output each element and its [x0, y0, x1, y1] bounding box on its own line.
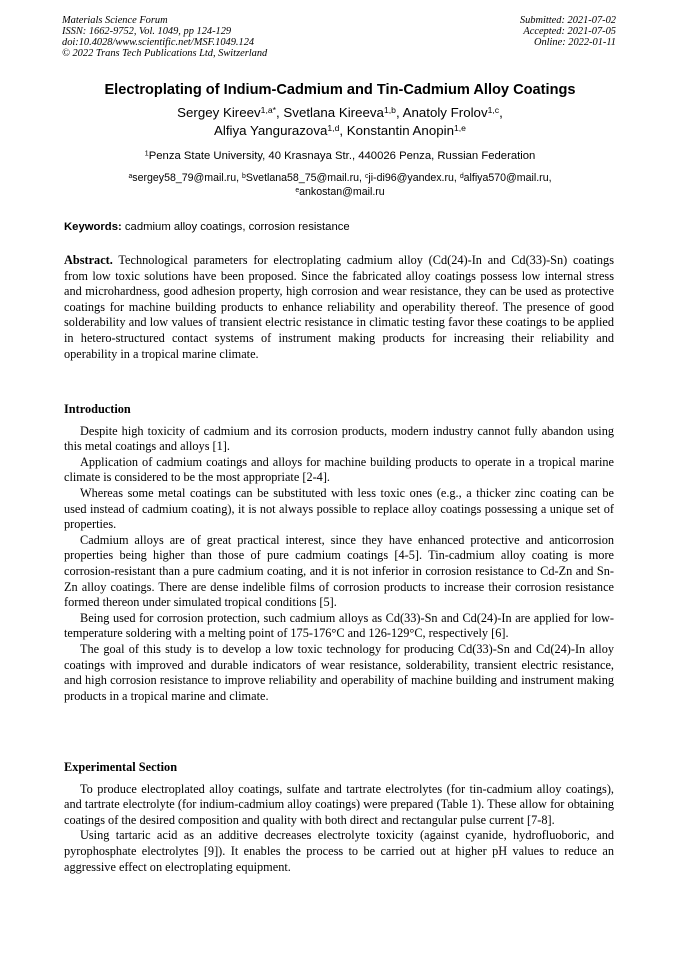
email-sup: b [241, 172, 246, 180]
journal-header-right [520, 15, 616, 48]
issn: ISSN: 1662-9752, Vol. 1049, pp 124-129 [62, 26, 232, 37]
abstract-paragraph [64, 253, 614, 362]
intro-paragraph: Despite high toxicity of cadmium and its corrosion products, modern industry cannot fully abandon using this metal coatings and alloys [1]. [64, 423, 614, 454]
intro-paragraph: Whereas some metal coatings can be substituted with less toxic ones (e.g., a thicker zinc coating can be used instead of cadmium coating), it is not always possible to replace alloy coatings possessing a unique set of properties. [64, 485, 614, 532]
experimental-section [64, 760, 614, 875]
paper-title: Electroplating of Indium-Cadmium and Tin-Cadmium Alloy Coatings [104, 82, 576, 98]
email-line-2 [40, 185, 640, 199]
introduction-heading: Introduction [64, 402, 131, 416]
submitted-date: Submitted: 2021-07-02 [519, 15, 616, 26]
author-affil-sup: 1,d [327, 123, 340, 134]
keywords [64, 220, 614, 234]
email-address: Svetlana58_75@mail.ru, [245, 172, 365, 184]
email-address: ankostan@mail.ru [299, 186, 385, 198]
email-sup: a [128, 172, 133, 180]
abstract-label: Abstract. [64, 253, 113, 267]
email-sup: c [364, 172, 369, 180]
author-separator: , [499, 105, 503, 120]
abstract-section [64, 253, 614, 362]
author-separator: , [276, 105, 284, 120]
author-line-1 [40, 104, 640, 122]
author-affil-sup: 1,a* [260, 105, 277, 116]
journal-header-left [62, 15, 267, 59]
affiliation [40, 149, 640, 163]
author-name: Svetlana Kireeva [283, 105, 384, 120]
experimental-paragraph: To produce electroplated alloy coatings, sulfate and tartrate electrolytes (for tin-cadmium alloy coatings), and tartrate electrolyte (for indium-cadmium alloy coatings) were prepared (Table 1). These allow for obtaining coatings of the desired composition and quality with both direct and rectangular pulse current [7-8]. [64, 781, 614, 827]
affiliation-sup: 1 [144, 148, 149, 158]
online-date: Online: 2022-01-11 [533, 37, 616, 48]
abstract-text: Technological parameters for electroplating cadmium alloy (Cd(24)-In and Cd(33)-Sn) coatings from low toxic solutions have been proposed. Since the fabricated alloy coatings possess low internal stress and microhardness, good adhesion property, high corrosion and wear resistance, they can be used as protective coatings for machine building products to enhance reliability and operability thereof. The presence of good solderability and low values of transient electric resistance in climatic testing favor these coatings to be applied in hetero-structured contact systems of instrument making products for increasing their reliability and operability in a tropical marine climate. [64, 253, 614, 361]
author-separator: , [395, 105, 403, 120]
email-line-1 [40, 171, 640, 185]
author-emails [40, 171, 640, 199]
author-separator: , [339, 123, 347, 138]
email-sup: d [459, 172, 464, 180]
doi: doi:10.4028/www.scientific.net/MSF.1049.124 [62, 37, 255, 48]
author-name: Sergey Kireev [177, 105, 261, 120]
copyright: © 2022 Trans Tech Publications Ltd, Switzerland [62, 48, 268, 59]
affiliation-text: Penza State University, 40 Krasnaya Str., 440026 Penza, Russian Federation [148, 150, 536, 162]
email-address: alfiya570@mail.ru, [463, 172, 552, 184]
author-affil-sup: 1,b [383, 105, 396, 116]
email-sup: e [295, 186, 300, 194]
keywords-label: Keywords: [64, 221, 122, 233]
intro-paragraph: The goal of this study is to develop a low toxic technology for producing Cd(33)-Sn and Cd(24)-In alloy coatings with improved and durable indicators of wear resistance, solderability, transient electric resistance, and high corrosion resistance to improve reliability and operability of machine building and instrument making products in a tropical marine and climate. [64, 641, 614, 703]
author-affil-sup: 1,c [487, 105, 500, 116]
keywords-text: cadmium alloy coatings, corrosion resistance [121, 221, 350, 233]
introduction-section [64, 402, 614, 704]
experimental-heading: Experimental Section [64, 760, 178, 774]
accepted-date: Accepted: 2021-07-05 [523, 26, 616, 37]
email-address: ji-di96@yandex.ru, [368, 172, 460, 184]
author-list [40, 104, 640, 140]
author-name: Anatoly Frolov [402, 105, 488, 120]
intro-paragraph: Being used for corrosion protection, such cadmium alloys as Cd(33)-Sn and Cd(24)-In are applied for low-temperature soldering with a melting point of 175-176°C and 126-129°C, respectively [6]. [64, 610, 614, 641]
intro-paragraph: Cadmium alloys are of great practical interest, since they have enhanced protective and anticorrosion properties being higher than those of pure cadmium coatings [4-5]. Tin-cadmium alloy coating is more corrosion-resistant than a pure cadmium coating, and it is not inferior in corrosion resistance to Cd-Zn and Sn-Zn alloy coatings. There are dense indelible films of corrosion products to increase their corrosion resistance formed thereon under simulated tropical conditions [5]. [64, 532, 614, 610]
author-name: Konstantin Anopin [346, 123, 454, 138]
experimental-paragraph: Using tartaric acid as an additive decreases electrolyte toxicity (against cyanide, hydrofluoboric, and pyrophosphate electrolytes [9]). It enables the process to be carried out at higher pH values to reduce an aggressive effect on electroplating equipment. [64, 828, 614, 874]
email-address: sergey58_79@mail.ru, [132, 172, 242, 184]
author-name: Alfiya Yangurazova [214, 123, 328, 138]
journal-name: Materials Science Forum [62, 15, 168, 26]
author-line-2 [40, 122, 640, 140]
intro-paragraph: Application of cadmium coatings and alloys for machine building products to operate in a tropical marine climate is considered to be the most appropriate [2-4]. [64, 454, 614, 485]
author-affil-sup: 1,e [453, 123, 466, 134]
